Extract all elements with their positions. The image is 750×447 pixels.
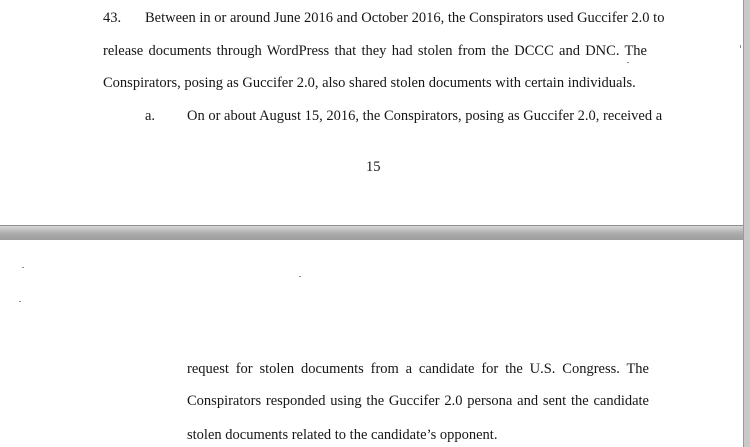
scan-speck xyxy=(22,267,24,268)
scan-speck xyxy=(19,301,21,302)
scan-speck xyxy=(627,62,629,63)
subparagraph-a-line-1: On or about August 15, 2016, the Conspirators, posing as Guccifer 2.0, received a xyxy=(187,108,663,124)
document-page-bottom xyxy=(0,240,743,447)
subparagraph-label: a. xyxy=(145,108,156,124)
scan-speck xyxy=(740,45,741,48)
paragraph-43-line-3: Conspirators, posing as Guccifer 2.0, also shared stolen documents with certain individuals. xyxy=(103,75,636,91)
continuation-line-1: request for stolen documents from a candidate for the U.S. Congress. The xyxy=(187,361,649,377)
continuation-line-2: Conspirators responded using the Guccifer 2.0 persona and sent the candidate xyxy=(187,393,649,409)
paragraph-number: 43. xyxy=(103,10,122,26)
scan-speck xyxy=(299,276,301,277)
page-edge-shadow xyxy=(743,0,750,447)
continuation-line-3: stolen documents related to the candidate’s opponent. xyxy=(187,427,498,443)
page-number: 15 xyxy=(366,159,381,175)
paragraph-43-line-2: release documents through WordPress that they had stolen from the DCCC and DNC. The xyxy=(103,43,647,59)
page-separator xyxy=(0,225,750,241)
paragraph-43-line-1: Between in or around June 2016 and October 2016, the Conspirators used Guccifer 2.0 to xyxy=(145,10,665,26)
document-page-top xyxy=(0,0,743,225)
